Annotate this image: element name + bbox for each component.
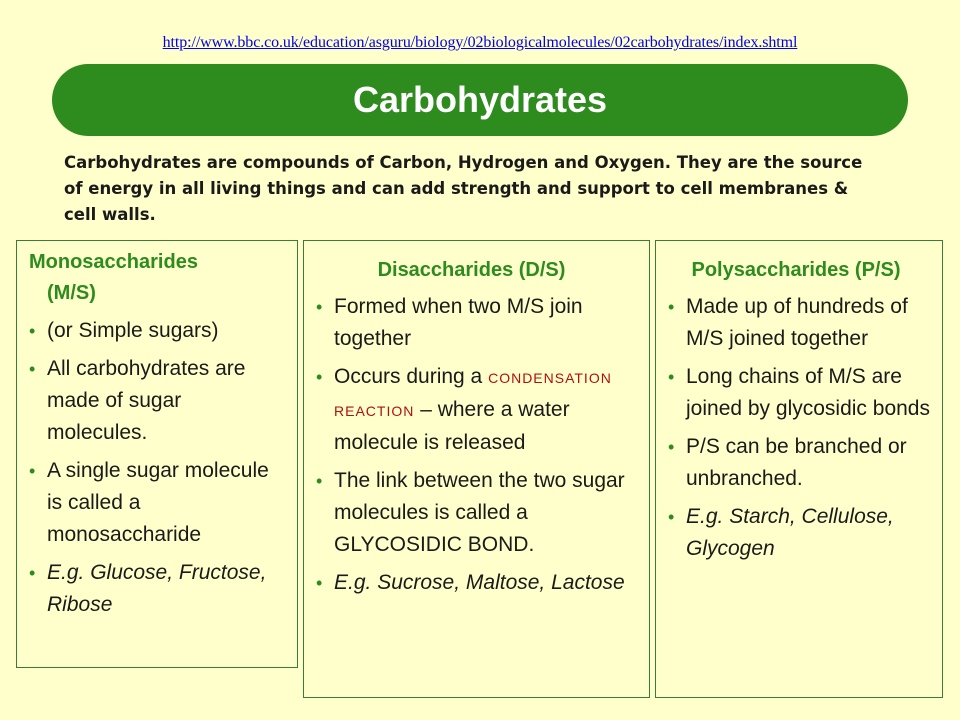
bullet-icon: • [29,359,36,379]
polysaccharides-box [655,240,943,698]
bullet-icon: • [316,367,323,387]
list-item: • Made up of hundreds of M/S joined together [656,291,936,355]
disaccharides-list [304,291,639,599]
list-item: • Long chains of M/S are joined by glycosidic bonds [656,361,936,425]
polysaccharides-heading: Polysaccharides (P/S) [691,259,901,281]
bullet-icon: • [316,471,323,491]
list-item: • E.g. Sucrose, Maltose, Lactose [304,567,639,599]
bullet-icon: • [668,507,675,527]
monosaccharides-heading-line1: Monosaccharides [29,251,198,273]
list-item: • A single sugar molecule is called a monosaccharide [29,455,287,551]
list-item: • E.g. Starch, Cellulose, Glycogen [656,501,936,565]
bullet-icon: • [668,297,675,317]
disaccharides-heading: Disaccharides (D/S) [377,259,566,281]
page-title: Carbohydrates [352,79,608,120]
monosaccharides-list [29,315,287,621]
title-banner [52,64,908,136]
list-item: • P/S can be branched or unbranched. [656,431,936,495]
list-item [304,361,639,459]
monosaccharides-heading [29,247,287,309]
condensation-item: Occurs during a CONDENSATION REACTION – where a water molecule is released [334,365,612,454]
bullet-icon: • [668,437,675,457]
list-item: • The link between the two sugar molecules is called a GLYCOSIDIC BOND. [304,465,639,561]
bullet-icon: • [29,321,36,341]
polysaccharides-list [656,291,936,565]
intro-paragraph: Carbohydrates are compounds of Carbon, Hydrogen and Oxygen. They are the source of energy in all living things and can add strength and support to cell membranes & cell walls. [64,153,863,224]
disaccharides-box [303,240,650,698]
bullet-icon: • [29,461,36,481]
condensation-reaction-label: CONDENSATION REACTION [334,370,612,419]
source-link[interactable]: http://www.bbc.co.uk/education/asguru/biology/02biologicalmolecules/02carbohydrates/index.shtml [162,34,798,51]
list-item: • E.g. Glucose, Fructose, Ribose [29,557,287,621]
bullet-icon: • [316,573,323,593]
bullet-icon: • [29,563,36,583]
list-item: • Formed when two M/S join together [304,291,639,355]
monosaccharides-box [16,240,298,668]
bullet-icon: • [316,297,323,317]
monosaccharides-heading-line2: (M/S) [47,282,96,304]
list-item: • All carbohydrates are made of sugar molecules. [29,353,287,449]
list-item: • (or Simple sugars) [29,315,287,347]
bullet-icon: • [668,367,675,387]
